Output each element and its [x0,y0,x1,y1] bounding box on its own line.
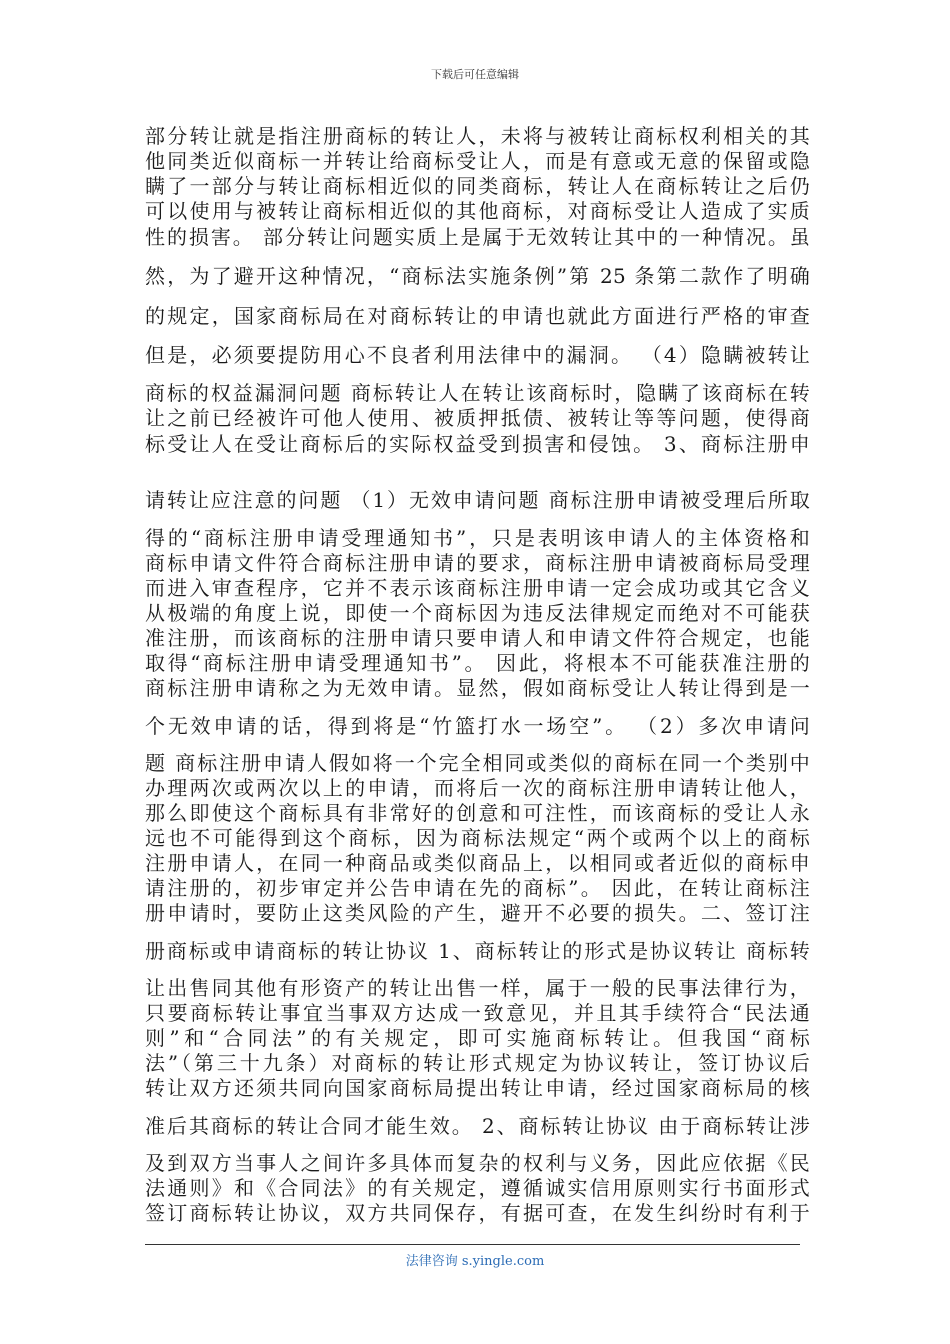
footer-divider [145,1244,800,1245]
body-line: 准注册，而该商标的注册申请只要申请人和申请文件符合规定，也能 [145,626,810,650]
body-line: 标受让人在受让商标后的实际权益受到损害和侵蚀。 3、商标注册申 [145,432,810,456]
body-line: 从极端的角度上说，即使一个商标因为违反法律规定而绝对不可能获 [145,601,810,625]
body-line: 远也不可能得到这个商标，因为商标法规定“两个或两个以上的商标 [145,826,810,850]
body-line: 册商标或申请商标的转让协议 1、商标转让的形式是协议转让 商标转 [145,939,810,963]
body-line: 商标注册申请称之为无效申请。显然，假如商标受让人转让得到是一 [145,676,810,700]
body-line: 瞒了一部分与转让商标相近似的同类商标，转让人在商标转让之后仍 [145,174,810,198]
body-line: 让之前已经被许可他人使用、被质押抵债、被转让等等问题，使得商 [145,406,810,430]
body-line: 得的“商标注册申请受理通知书”，只是表明该申请人的主体资格和 [145,526,810,550]
body-line: 那么即使这个商标具有非常好的创意和可注性，而该商标的受让人永 [145,801,810,825]
body-line: 而进入审查程序，它并不表示该商标注册申请一定会成功或其它含义 [145,576,810,600]
body-line: 商标的权益漏洞问题 商标转让人在转让该商标时，隐瞒了该商标在转 [145,381,810,405]
body-line: 办理两次或两次以上的申请，而将后一次的商标注册申请转让他人， [145,776,810,800]
body-line: 让出售同其他有形资产的转让出售一样，属于一般的民事法律行为， [145,976,810,1000]
body-line: 注册申请人，在同一种商品或类似商品上，以相同或者近似的商标申 [145,851,810,875]
body-line: 及到双方当事人之间许多具体而复杂的权利与义务，因此应依据《民 [145,1151,810,1175]
body-line: 然，为了避开这种情况，“商标法实施条例”第 25 条第二款作了明确 [145,264,810,288]
page-header: 下载后可任意编辑 [431,68,519,81]
body-line: 则”和“合同法”的有关规定，即可实施商标转让。但我国“商标 [145,1026,810,1050]
body-line: 取得“商标注册申请受理通知书”。 因此，将根本不可能获准注册的 [145,651,810,675]
body-line: 商标申请文件符合商标注册申请的要求，商标注册申请被商标局受理 [145,551,810,575]
body-line: 只要商标转让事宜当事双方达成一致意见，并且其手续符合“民法通 [145,1001,810,1025]
body-line: 可以使用与被转让商标相近似的其他商标，对商标受让人造成了实质 [145,199,810,223]
body-line: 题 商标注册申请人假如将一个完全相同或类似的商标在同一个类别中 [145,751,810,775]
body-line: 签订商标转让协议，双方共同保存，有据可查，在发生纠纷时有利于 [145,1201,810,1225]
page-footer-link[interactable]: 法律咨询 s.yingle.com [405,1254,545,1269]
body-line: 部分转让就是指注册商标的转让人，未将与被转让商标权利相关的其 [145,124,810,148]
body-line: 册申请时，要防止这类风险的产生，避开不必要的损失。二、签订注 [145,901,810,925]
body-line: 但是，必须要提防用心不良者利用法律中的漏洞。 （4）隐瞒被转让 [145,343,810,367]
body-line: 请注册的，初步审定并公告申请在先的商标”。 因此，在转让商标注 [145,876,810,900]
body-line: 他同类近似商标一并转让给商标受让人，而是有意或无意的保留或隐 [145,149,810,173]
body-line: 请转让应注意的问题 （1）无效申请问题 商标注册申请被受理后所取 [145,488,810,512]
body-line: 转让双方还须共同向国家商标局提出转让申请，经过国家商标局的核 [145,1076,810,1100]
body-line: 法”（第三十九条）对商标的转让形式规定为协议转让，签订协议后 [145,1051,810,1075]
body-line: 准后其商标的转让合同才能生效。 2、商标转让协议 由于商标转让涉 [145,1114,810,1138]
body-line: 的规定，国家商标局在对商标转让的申请也就此方面进行严格的审查 [145,304,810,328]
body-line: 法通则》和《合同法》的有关规定，遵循诚实信用原则实行书面形式 [145,1176,810,1200]
body-line: 个无效申请的话，得到将是“竹篮打水一场空”。 （2）多次申请问 [145,714,810,738]
body-line: 性的损害。 部分转让问题实质上是属于无效转让其中的一种情况。虽 [145,225,810,249]
